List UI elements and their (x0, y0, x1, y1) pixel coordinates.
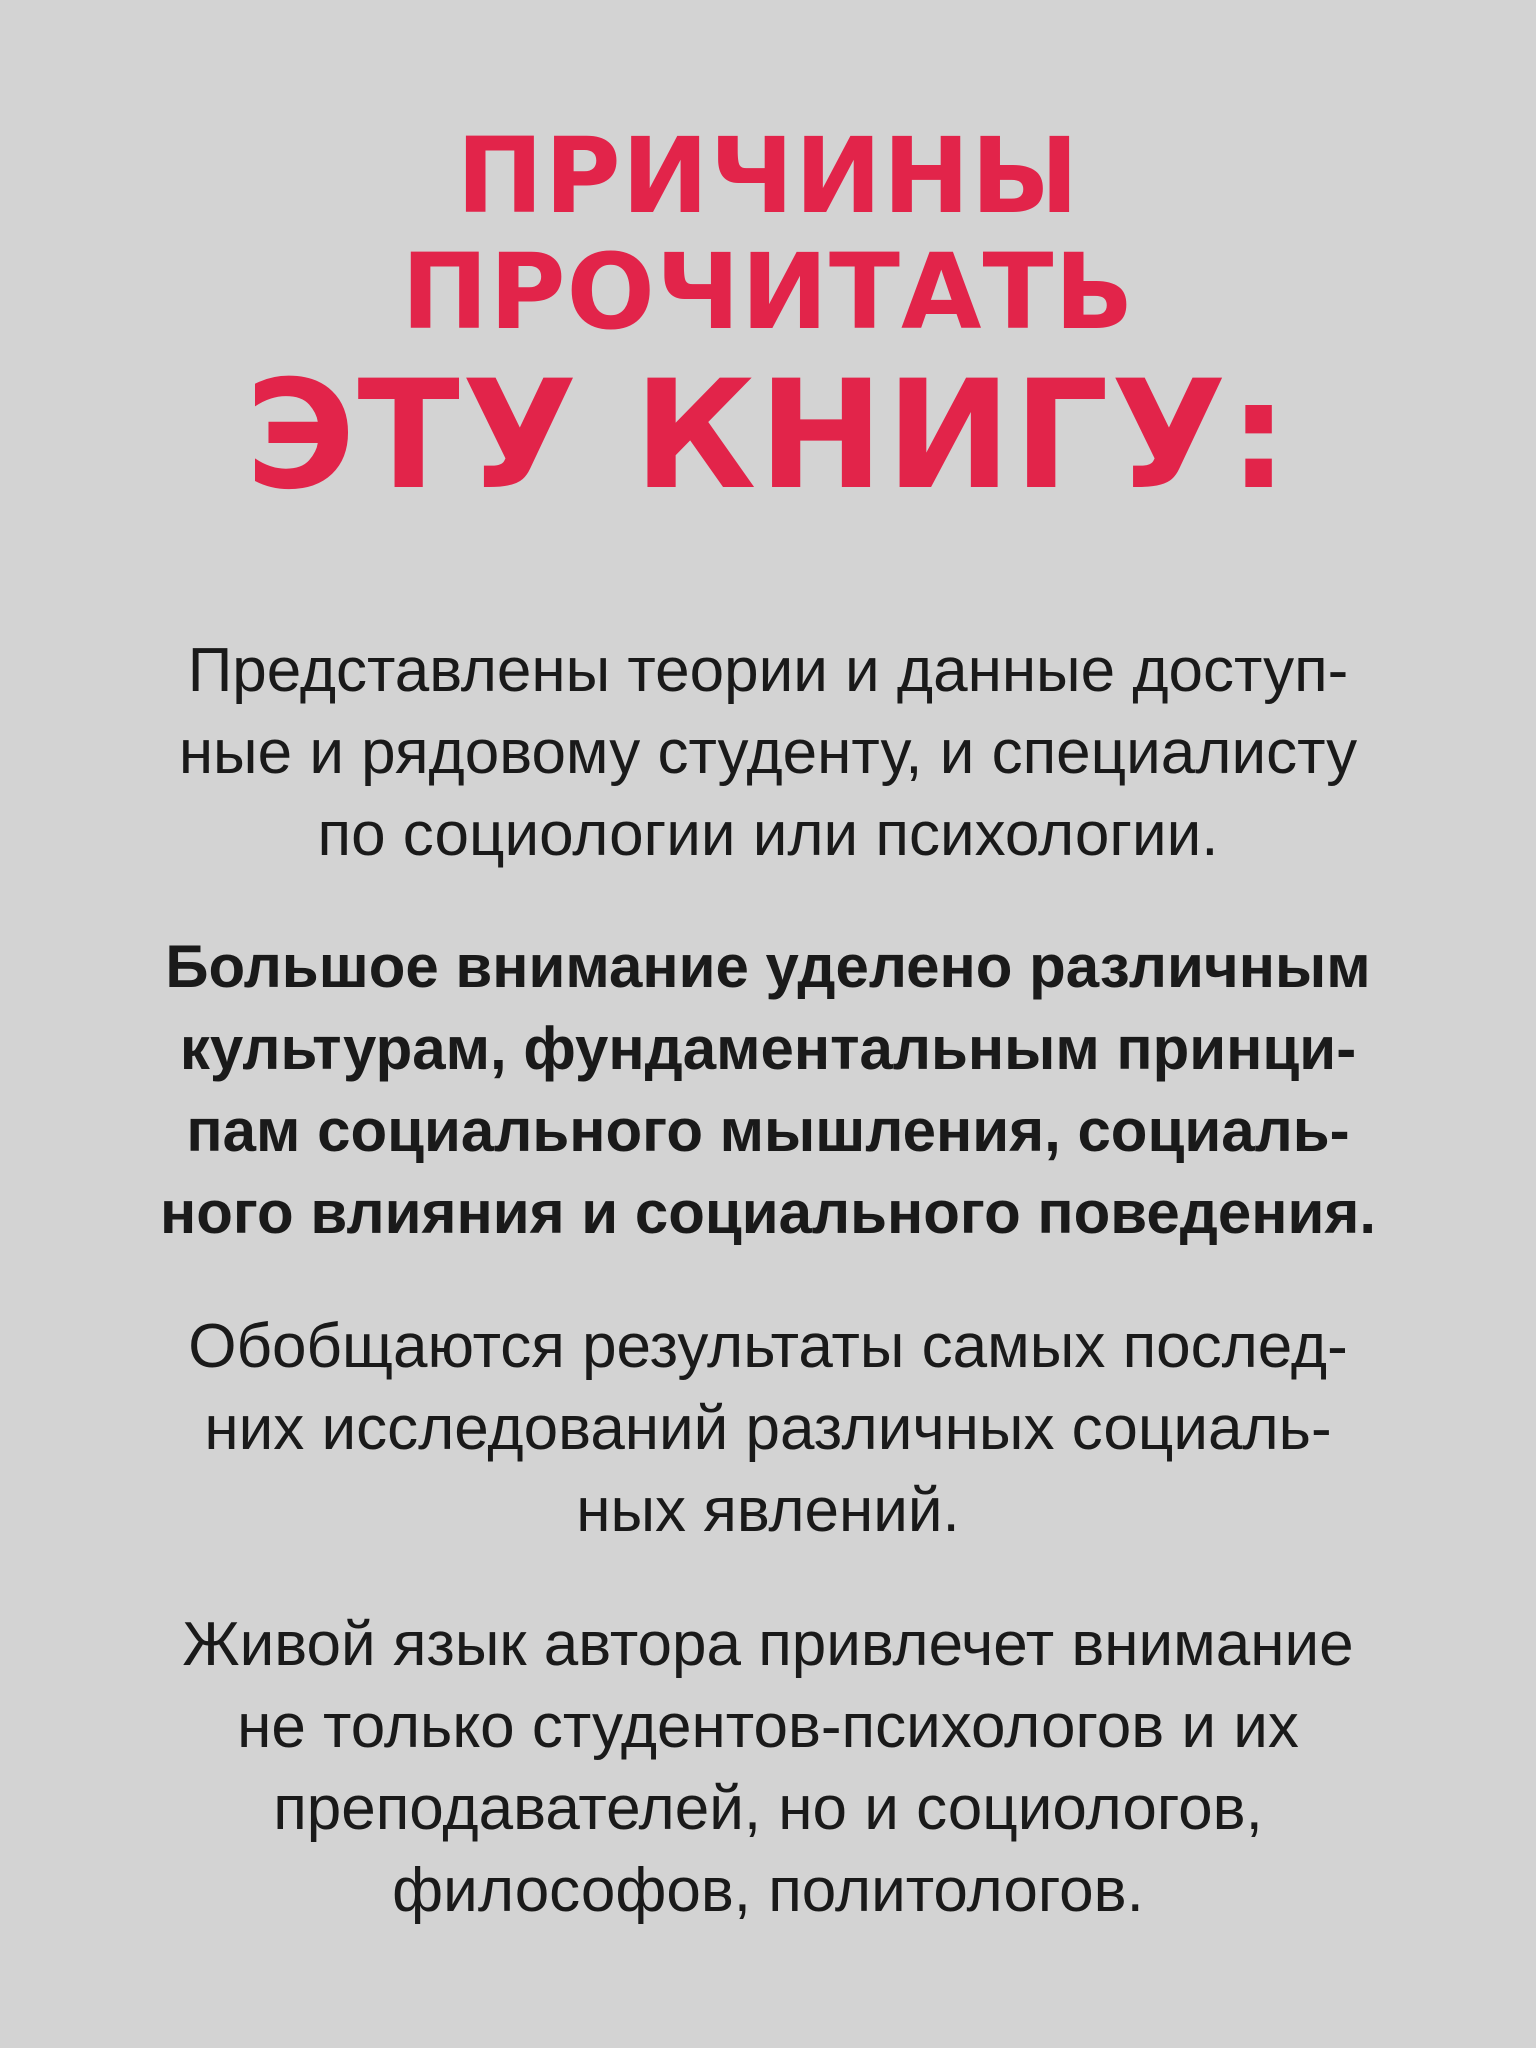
reason-paragraph-1 (110, 630, 1426, 876)
text-line: по социологии или психологии. (317, 800, 1219, 869)
text-line: ного влияния и социального поведения. (159, 1179, 1377, 1246)
text-line: философов, политологов. (392, 1856, 1144, 1925)
title-line-1: ПРИЧИНЫ ПРОЧИТАТЬ (401, 115, 1135, 353)
text-line: культурам, фундаментальным принци- (179, 1015, 1357, 1082)
text-line: пам социального мышления, социаль- (186, 1097, 1350, 1164)
reason-paragraph-4 (110, 1604, 1426, 1932)
text-line: Большое внимание уделено различным (165, 933, 1371, 1000)
reason-paragraph-3 (110, 1306, 1426, 1552)
page-title (110, 115, 1426, 523)
text-line: ных явлений. (576, 1476, 960, 1545)
text-line: Обобщаются результаты самых послед- (188, 1312, 1348, 1381)
title-line-2: ЭТУ КНИГУ: (245, 349, 1291, 523)
text-line: преподавателей, но и социологов, (273, 1774, 1263, 1843)
text-line: них исследований различных социаль- (204, 1394, 1332, 1463)
text-line: не только студентов-психологов и их (237, 1692, 1299, 1761)
text-line: ные и рядовому студенту, и специалисту (178, 718, 1358, 787)
text-line: Живой язык автора привлечет внимание (182, 1610, 1354, 1679)
text-line: Представлены теории и данные доступ- (187, 636, 1349, 705)
reason-paragraph-2 (110, 926, 1426, 1254)
